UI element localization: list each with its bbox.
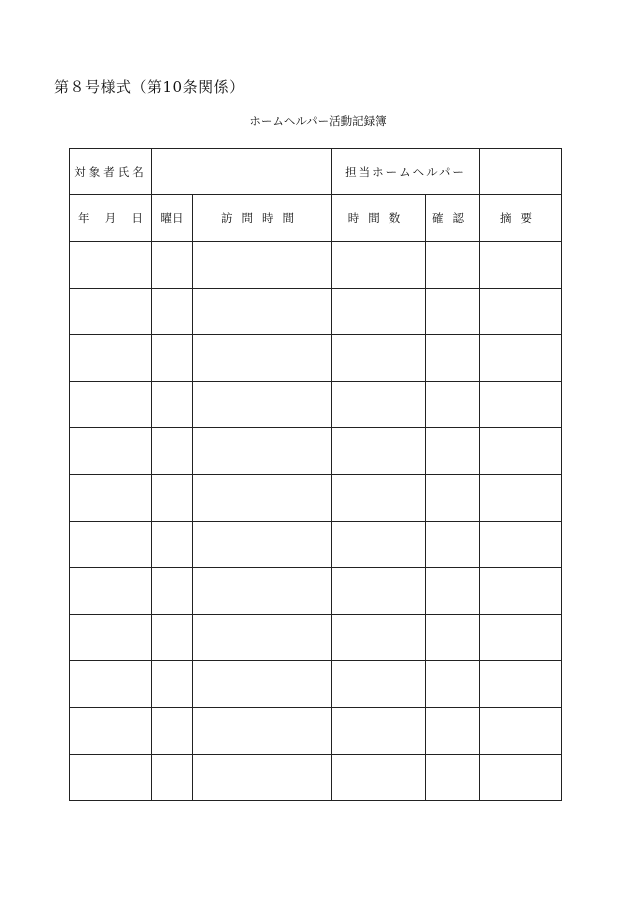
- visit-time-cell[interactable]: [193, 661, 332, 708]
- hours-cell[interactable]: [332, 568, 426, 615]
- confirm-cell[interactable]: [426, 288, 480, 335]
- visit-time-cell[interactable]: [193, 474, 332, 521]
- weekday-cell[interactable]: [152, 568, 193, 615]
- hours-cell[interactable]: [332, 242, 426, 289]
- remarks-cell[interactable]: [480, 428, 562, 475]
- remarks-cell[interactable]: [480, 521, 562, 568]
- weekday-cell[interactable]: [152, 521, 193, 568]
- date-cell[interactable]: [70, 661, 152, 708]
- confirm-cell[interactable]: [426, 428, 480, 475]
- confirm-cell[interactable]: [426, 474, 480, 521]
- visit-time-cell[interactable]: [193, 707, 332, 754]
- confirm-column-header: 確認: [426, 195, 480, 242]
- visit-time-cell[interactable]: [193, 335, 332, 382]
- weekday-cell[interactable]: [152, 381, 193, 428]
- date-cell[interactable]: [70, 754, 152, 801]
- confirm-cell[interactable]: [426, 754, 480, 801]
- remarks-cell[interactable]: [480, 474, 562, 521]
- table-row: [70, 288, 562, 335]
- confirm-cell[interactable]: [426, 614, 480, 661]
- confirm-cell[interactable]: [426, 661, 480, 708]
- hours-cell[interactable]: [332, 707, 426, 754]
- visit-time-cell[interactable]: [193, 614, 332, 661]
- weekday-cell[interactable]: [152, 288, 193, 335]
- visit-time-cell[interactable]: [193, 568, 332, 615]
- table-row: [70, 428, 562, 475]
- table-row: [70, 335, 562, 382]
- table-row: [70, 661, 562, 708]
- date-cell[interactable]: [70, 614, 152, 661]
- visit-time-column-header: 訪問時間: [193, 195, 332, 242]
- date-cell[interactable]: [70, 474, 152, 521]
- date-cell[interactable]: [70, 335, 152, 382]
- date-cell[interactable]: [70, 568, 152, 615]
- date-cell[interactable]: [70, 707, 152, 754]
- weekday-cell[interactable]: [152, 614, 193, 661]
- visit-time-cell[interactable]: [193, 754, 332, 801]
- table-row: [70, 614, 562, 661]
- remarks-cell[interactable]: [480, 288, 562, 335]
- helper-label: 担当ホームヘルパー: [332, 149, 480, 195]
- table-row: [70, 568, 562, 615]
- year-label: 年: [78, 211, 90, 225]
- visit-time-cell[interactable]: [193, 521, 332, 568]
- month-label: 月: [104, 211, 117, 225]
- remarks-cell[interactable]: [480, 614, 562, 661]
- weekday-cell[interactable]: [152, 707, 193, 754]
- subject-name-label: 対象者氏名: [70, 149, 152, 195]
- date-column-header: [70, 195, 152, 242]
- hours-cell[interactable]: [332, 521, 426, 568]
- hours-cell[interactable]: [332, 754, 426, 801]
- date-cell[interactable]: [70, 288, 152, 335]
- visit-time-cell[interactable]: [193, 242, 332, 289]
- table-row: [70, 754, 562, 801]
- remarks-cell[interactable]: [480, 661, 562, 708]
- remarks-cell[interactable]: [480, 381, 562, 428]
- hours-cell[interactable]: [332, 288, 426, 335]
- table-row: [70, 474, 562, 521]
- date-cell[interactable]: [70, 428, 152, 475]
- visit-time-cell[interactable]: [193, 428, 332, 475]
- activity-record-table: [69, 148, 562, 801]
- visit-time-cell[interactable]: [193, 288, 332, 335]
- day-label: 日: [131, 211, 143, 225]
- subject-name-field[interactable]: [152, 149, 332, 195]
- info-row: [70, 149, 562, 195]
- remarks-cell[interactable]: [480, 242, 562, 289]
- remarks-cell[interactable]: [480, 335, 562, 382]
- weekday-cell[interactable]: [152, 428, 193, 475]
- weekday-cell[interactable]: [152, 754, 193, 801]
- confirm-cell[interactable]: [426, 381, 480, 428]
- weekday-cell[interactable]: [152, 242, 193, 289]
- confirm-cell[interactable]: [426, 568, 480, 615]
- table-row: [70, 707, 562, 754]
- hours-column-header: 時間数: [332, 195, 426, 242]
- table-row: [70, 381, 562, 428]
- column-header-row: [70, 195, 562, 242]
- weekday-cell[interactable]: [152, 335, 193, 382]
- weekday-cell[interactable]: [152, 661, 193, 708]
- visit-time-cell[interactable]: [193, 381, 332, 428]
- date-cell[interactable]: [70, 242, 152, 289]
- weekday-column-header: 曜日: [152, 195, 193, 242]
- confirm-cell[interactable]: [426, 242, 480, 289]
- helper-name-field[interactable]: [480, 149, 562, 195]
- hours-cell[interactable]: [332, 474, 426, 521]
- table-row: [70, 521, 562, 568]
- form-number: 第８号様式（第10条関係）: [54, 78, 245, 96]
- hours-cell[interactable]: [332, 381, 426, 428]
- confirm-cell[interactable]: [426, 521, 480, 568]
- confirm-cell[interactable]: [426, 707, 480, 754]
- weekday-cell[interactable]: [152, 474, 193, 521]
- hours-cell[interactable]: [332, 614, 426, 661]
- hours-cell[interactable]: [332, 428, 426, 475]
- table-row: [70, 242, 562, 289]
- hours-cell[interactable]: [332, 335, 426, 382]
- remarks-cell[interactable]: [480, 754, 562, 801]
- remarks-column-header: 摘要: [480, 195, 562, 242]
- remarks-cell[interactable]: [480, 707, 562, 754]
- date-cell[interactable]: [70, 381, 152, 428]
- confirm-cell[interactable]: [426, 335, 480, 382]
- hours-cell[interactable]: [332, 661, 426, 708]
- remarks-cell[interactable]: [480, 568, 562, 615]
- date-cell[interactable]: [70, 521, 152, 568]
- document-title: ホームヘルパー活動記録簿: [249, 114, 387, 128]
